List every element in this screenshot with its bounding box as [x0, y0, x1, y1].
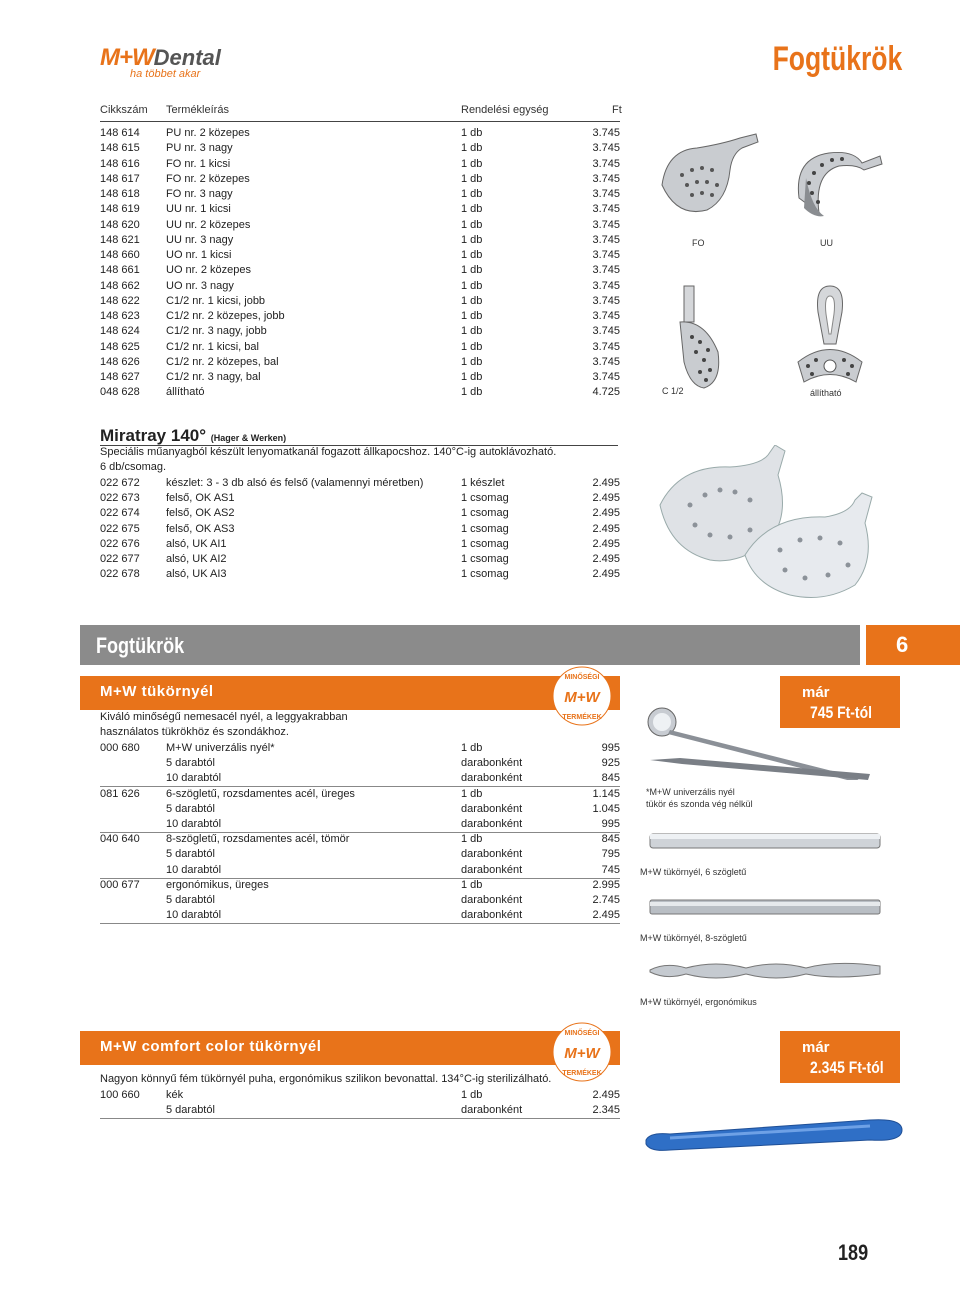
miratray-row-desc: készlet: 3 - 3 db alsó és felső (valamennyi méretben): [166, 477, 424, 489]
handle-row-unit: 1 db: [461, 833, 483, 846]
handle-row-desc: 5 darabtól: [166, 757, 215, 770]
tray-row: [100, 355, 620, 370]
miratray-row-unit: 1 csomag: [461, 492, 509, 505]
handle-row-price: 2.995: [592, 878, 620, 891]
section-tab-number-text: 6: [896, 632, 909, 657]
handle-row-unit: darabonként: [461, 894, 523, 906]
tray-row-desc: C1/2 nr. 1 kicsi, jobb: [166, 294, 266, 307]
handle-row: [100, 741, 620, 756]
miratray-row: [100, 522, 620, 537]
tray-row-desc: UO nr. 2 közepes: [166, 264, 251, 277]
handle-row-desc: 8-szögletű, rozsdamentes acél, tömör: [166, 833, 350, 846]
brand-logo: [100, 44, 240, 84]
tray-row-price: 3.745: [592, 172, 620, 185]
tray-row: [100, 157, 620, 172]
seal-top-text: MINŐSÉGI: [564, 1030, 600, 1037]
tray-row: [100, 126, 620, 141]
handle-row: [100, 878, 620, 893]
handle-row-price: 2.495: [592, 909, 620, 922]
tray-row: [100, 385, 620, 400]
handle-row: [100, 863, 620, 879]
tray-row-code: 148 661: [100, 264, 140, 277]
tray-row-price: 3.745: [592, 371, 620, 383]
comfort-title: M+W comfort color tükörnyél: [100, 1038, 322, 1055]
miratray-title-text: Miratray 140°: [100, 426, 207, 445]
handles-title-bar: [80, 676, 620, 710]
tray-row-code: 048 628: [100, 386, 140, 399]
tray-row-unit: 1 db: [461, 386, 483, 399]
miratray-row: [100, 491, 620, 506]
tray-row-unit: 1 db: [461, 325, 483, 338]
miratray-row-desc: felső, OK AS3: [166, 522, 235, 535]
handle-row-desc: 10 darabtól: [166, 909, 222, 922]
miratray-row-desc: felső, OK AS1: [166, 492, 235, 505]
ergonomic-handle-image: [646, 952, 886, 988]
handle-row-desc: 5 darabtól: [166, 802, 215, 815]
tray-row-unit: 1 db: [461, 233, 483, 246]
miratray-row-code: 022 674: [100, 507, 140, 520]
tray-row-desc: FO nr. 1 kicsi: [166, 157, 231, 170]
tray-row-unit: 1 db: [461, 340, 483, 353]
comfort-row: [100, 1103, 620, 1119]
miratray-row-unit: 1 csomag: [461, 522, 509, 535]
col-header-desc: Termékleírás: [166, 104, 229, 116]
miratray-row-unit: 1 csomag: [461, 568, 509, 581]
handle-row-price: 745: [601, 863, 620, 876]
caption-ergonomic: M+W tükörnyél, ergonómikus: [640, 997, 757, 1007]
tray-row: [100, 309, 620, 324]
miratray-maker: (Hager & Werken): [210, 433, 287, 443]
logo-tagline: ha többet akar: [130, 68, 201, 80]
tray-row-unit: 1 db: [461, 127, 483, 139]
logo-mw: M+W: [100, 44, 154, 71]
handle-row: [100, 893, 620, 908]
handles-desc-1: Kiváló minőségű nemesacél nyél, a leggyakrabban: [100, 711, 348, 723]
comfort-title-bar: [80, 1031, 620, 1065]
miratray-desc-1: Speciális műanyagból készült lenyomatkanál fogazott állkapocshoz. 140°C-ig autoklávozható.: [100, 446, 557, 458]
tray-row-unit: 1 db: [461, 371, 483, 383]
tray-row-price: 3.745: [592, 340, 620, 353]
tray-row: [100, 263, 620, 278]
handles-desc-2: használatos tükrökhöz és szondákhoz.: [100, 726, 289, 738]
col-header-price: Ft: [612, 104, 622, 116]
miratray-row-price: 2.495: [592, 492, 620, 505]
handle-row-code: 000 680: [100, 742, 140, 754]
col-header-code: Cikkszám: [100, 104, 148, 116]
seal-top-text: MINŐSÉGI: [564, 674, 600, 681]
tray-row: [100, 370, 620, 385]
tray-row-code: 148 614: [100, 127, 140, 139]
handle-row-price: 1.145: [592, 787, 620, 800]
handles-price-amount: 745 Ft-tól: [810, 703, 872, 722]
seal-mid-text: M+W: [564, 689, 600, 706]
tray-c12-image: [670, 282, 730, 392]
handle-row-price: 2.745: [592, 894, 620, 906]
universal-handle-image: [640, 700, 890, 780]
miratray-row-desc: alsó, UK AI1: [166, 537, 227, 550]
tray-row-unit: 1 db: [461, 203, 483, 216]
col-header-unit: Rendelési egység: [461, 104, 549, 116]
tray-row-code: 148 626: [100, 355, 140, 368]
tray-row-price: 3.745: [592, 127, 620, 139]
tray-row-unit: 1 db: [461, 279, 483, 292]
miratray-row-code: 022 672: [100, 477, 140, 489]
tray-row-desc: UU nr. 1 kicsi: [166, 203, 231, 216]
tray-row-price: 3.745: [592, 294, 620, 307]
tray-row-code: 148 662: [100, 279, 140, 292]
caption-universal-1: *M+W univerzális nyél: [646, 787, 735, 797]
caption-adjustable: állítható: [810, 388, 842, 398]
caption-c12: C 1/2: [662, 386, 684, 396]
comfort-row-unit: 1 db: [461, 1089, 483, 1101]
handle-row-unit: 1 db: [461, 878, 483, 891]
comfort-row-unit: darabonként: [461, 1104, 523, 1117]
miratray-row: [100, 506, 620, 521]
handle-row-price: 925: [601, 757, 620, 770]
tray-row-desc: UO nr. 3 nagy: [166, 279, 234, 292]
handle-row-desc: 5 darabtól: [166, 848, 215, 861]
header-rule: [100, 121, 620, 122]
handle-row: [100, 908, 620, 924]
tray-row-code: 148 617: [100, 172, 140, 185]
section-tab-number: [866, 625, 960, 665]
tray-row: [100, 324, 620, 339]
tray-row: [100, 202, 620, 217]
miratray-row-price: 2.495: [592, 477, 620, 489]
tray-row: [100, 141, 620, 156]
tray-row: [100, 172, 620, 187]
handle-row: [100, 771, 620, 787]
tray-row: [100, 233, 620, 248]
comfort-price-amount: 2.345 Ft-tól: [810, 1058, 884, 1077]
comfort-price-box: [780, 1031, 900, 1083]
caption-uu: UU: [820, 238, 833, 248]
caption-oct: M+W tükörnyél, 8-szögletű: [640, 933, 747, 943]
tray-row-price: 3.745: [592, 188, 620, 200]
tray-row-code: 148 615: [100, 142, 140, 155]
handles-title: M+W tükörnyél: [100, 683, 214, 700]
handle-row-code: 040 640: [100, 833, 140, 846]
handle-row: [100, 817, 620, 833]
handle-row: [100, 847, 620, 862]
miratray-row-code: 022 676: [100, 537, 140, 550]
handle-row-unit: darabonként: [461, 772, 523, 785]
handle-row: [100, 802, 620, 817]
tray-row-unit: 1 db: [461, 172, 483, 185]
miratray-row: [100, 476, 620, 491]
tray-row-code: 148 620: [100, 218, 140, 231]
tray-row-unit: 1 db: [461, 218, 483, 231]
section-band: [80, 625, 860, 665]
tray-row-desc: PU nr. 3 nagy: [166, 142, 233, 155]
tray-row-price: 3.745: [592, 279, 620, 292]
tray-row-desc: FO nr. 3 nagy: [166, 188, 233, 200]
miratray-row: [100, 552, 620, 567]
tray-row-desc: C1/2 nr. 2 közepes, bal: [166, 355, 279, 368]
miratray-row-unit: 1 csomag: [461, 553, 509, 565]
hex-handle-image: [646, 822, 886, 862]
tray-row-desc: C1/2 nr. 1 kicsi, bal: [166, 340, 259, 353]
tray-row-price: 3.745: [592, 233, 620, 246]
handle-row-unit: 1 db: [461, 742, 483, 754]
tray-row-price: 3.745: [592, 218, 620, 231]
tray-row-price: 4.725: [592, 386, 620, 399]
tray-row-desc: C1/2 nr. 3 nagy, jobb: [166, 325, 267, 338]
comfort-handle-image: [640, 1100, 910, 1170]
tray-row-unit: 1 db: [461, 310, 483, 322]
comfort-row-price: 2.345: [592, 1104, 620, 1117]
handle-row-desc: 5 darabtól: [166, 894, 215, 906]
comfort-row-code: 100 660: [100, 1089, 140, 1101]
caption-universal-2: tükör és szonda vég nélkül: [646, 799, 753, 809]
miratray-row-desc: alsó, UK AI2: [166, 553, 227, 565]
handle-row: [100, 756, 620, 771]
comfort-row-desc: 5 darabtól: [166, 1104, 215, 1117]
handle-row-price: 1.045: [592, 802, 620, 815]
tray-row-price: 3.745: [592, 157, 620, 170]
miratray-row-desc: alsó, UK AI3: [166, 568, 227, 581]
miratray-row-code: 022 673: [100, 492, 140, 505]
comfort-row-desc: kék: [166, 1089, 184, 1101]
miratray-row: [100, 567, 620, 582]
tray-row-price: 3.745: [592, 264, 620, 277]
miratray-row-desc: felső, OK AS2: [166, 507, 235, 520]
tray-row-code: 148 625: [100, 340, 140, 353]
handle-row-unit: darabonként: [461, 848, 523, 861]
miratray-row-price: 2.495: [592, 507, 620, 520]
section-band-title: Fogtükrök: [96, 633, 185, 658]
tray-row-price: 3.745: [592, 249, 620, 261]
comfort-price-prefix: már: [802, 1039, 830, 1056]
handle-row-unit: darabonként: [461, 909, 523, 922]
miratray-row-unit: 1 csomag: [461, 537, 509, 550]
seal-mid-text: M+W: [564, 1045, 600, 1062]
handle-row-unit: darabonként: [461, 802, 523, 815]
tray-row-unit: 1 db: [461, 142, 483, 155]
tray-row-unit: 1 db: [461, 188, 483, 200]
handle-row-desc: 6-szögletű, rozsdamentes acél, üreges: [166, 787, 355, 800]
tray-row-desc: állítható: [166, 386, 205, 399]
tray-row: [100, 218, 620, 233]
tray-row-code: 148 616: [100, 157, 140, 170]
tray-row-code: 148 621: [100, 233, 140, 246]
handle-row-unit: darabonként: [461, 863, 523, 876]
tray-row-desc: C1/2 nr. 2 közepes, jobb: [166, 310, 285, 322]
seal-bottom-text: TERMÉKEK: [562, 1070, 602, 1077]
tray-row-unit: 1 db: [461, 355, 483, 368]
comfort-row: [100, 1088, 620, 1103]
tray-row-price: 3.745: [592, 310, 620, 322]
tray-row: [100, 248, 620, 263]
miratray-title: [100, 426, 286, 446]
page-title: Fogtükrök: [772, 40, 902, 78]
miratray-desc-2: 6 db/csomag.: [100, 461, 167, 473]
handle-row-desc: 10 darabtól: [166, 772, 222, 785]
tray-row-code: 148 660: [100, 249, 140, 261]
miratray-row: [100, 537, 620, 552]
tray-row-desc: FO nr. 2 közepes: [166, 172, 250, 185]
seal-bottom-text: TERMÉKEK: [562, 714, 602, 721]
miratray-row-code: 022 675: [100, 522, 140, 535]
handle-row-code: 081 626: [100, 787, 140, 800]
tray-row-price: 3.745: [592, 355, 620, 368]
caption-hex: M+W tükörnyél, 6 szögletű: [640, 867, 747, 877]
handle-row: [100, 832, 620, 847]
handles-price-prefix: már: [802, 684, 830, 701]
tray-row-desc: UU nr. 2 közepes: [166, 218, 251, 231]
handle-row-price: 995: [601, 742, 620, 754]
tray-fo-image: [652, 130, 762, 230]
tray-row: [100, 340, 620, 355]
miratray-row-price: 2.495: [592, 537, 620, 550]
handle-row-price: 845: [601, 772, 620, 785]
handle-row-price: 995: [601, 818, 620, 830]
tray-row-unit: 1 db: [461, 249, 483, 261]
caption-fo: FO: [692, 238, 705, 248]
miratray-row-price: 2.495: [592, 553, 620, 565]
handle-row-code: 000 677: [100, 878, 140, 891]
tray-row-desc: UU nr. 3 nagy: [166, 233, 234, 246]
miratray-row-unit: 1 csomag: [461, 507, 509, 520]
tray-row: [100, 187, 620, 202]
tray-row: [100, 294, 620, 309]
page-number: 189: [838, 1240, 869, 1265]
tray-row-code: 148 619: [100, 203, 140, 216]
tray-row-desc: PU nr. 2 közepes: [166, 127, 250, 139]
handle-row-price: 795: [601, 848, 620, 861]
comfort-desc: Nagyon könnyű fém tükörnyél puha, ergonómikus szilikon bevonattal. 134°C-ig sterilizálható.: [100, 1073, 552, 1085]
tray-row-desc: UO nr. 1 kicsi: [166, 249, 232, 261]
miratray-image: [650, 445, 880, 605]
comfort-row-price: 2.495: [592, 1089, 620, 1101]
handle-row-unit: darabonként: [461, 757, 523, 770]
handle-row-unit: darabonként: [461, 818, 523, 830]
tray-row-code: 148 623: [100, 310, 140, 322]
handle-row-desc: ergonómikus, üreges: [166, 878, 269, 891]
oct-handle-image: [646, 890, 886, 926]
tray-row-unit: 1 db: [461, 264, 483, 277]
miratray-row-code: 022 678: [100, 568, 140, 581]
tray-row-desc: C1/2 nr. 3 nagy, bal: [166, 371, 261, 383]
logo-dental: Dental: [153, 45, 221, 70]
tray-row: [100, 279, 620, 294]
tray-row-price: 3.745: [592, 325, 620, 338]
miratray-row-code: 022 677: [100, 553, 140, 565]
handle-row-desc: M+W univerzális nyél*: [166, 742, 275, 754]
handle-row: [100, 787, 620, 802]
tray-row-price: 3.745: [592, 142, 620, 155]
handle-row-desc: 10 darabtól: [166, 818, 222, 830]
tray-row-code: 148 618: [100, 188, 140, 200]
miratray-row-price: 2.495: [592, 568, 620, 581]
quality-seal-icon: [552, 666, 612, 726]
tray-row-code: 148 622: [100, 294, 140, 307]
tray-row-unit: 1 db: [461, 294, 483, 307]
handle-row-desc: 10 darabtól: [166, 863, 222, 876]
handle-row-unit: 1 db: [461, 787, 483, 800]
miratray-row-price: 2.495: [592, 522, 620, 535]
quality-seal-icon: [552, 1022, 612, 1082]
tray-adjustable-image: [790, 282, 870, 392]
tray-uu-image: [784, 128, 884, 228]
handle-row-price: 845: [601, 833, 620, 846]
tray-row-price: 3.745: [592, 203, 620, 216]
miratray-row-unit: 1 készlet: [461, 477, 505, 489]
tray-row-code: 148 627: [100, 371, 140, 383]
tray-row-unit: 1 db: [461, 157, 483, 170]
tray-row-code: 148 624: [100, 325, 140, 338]
